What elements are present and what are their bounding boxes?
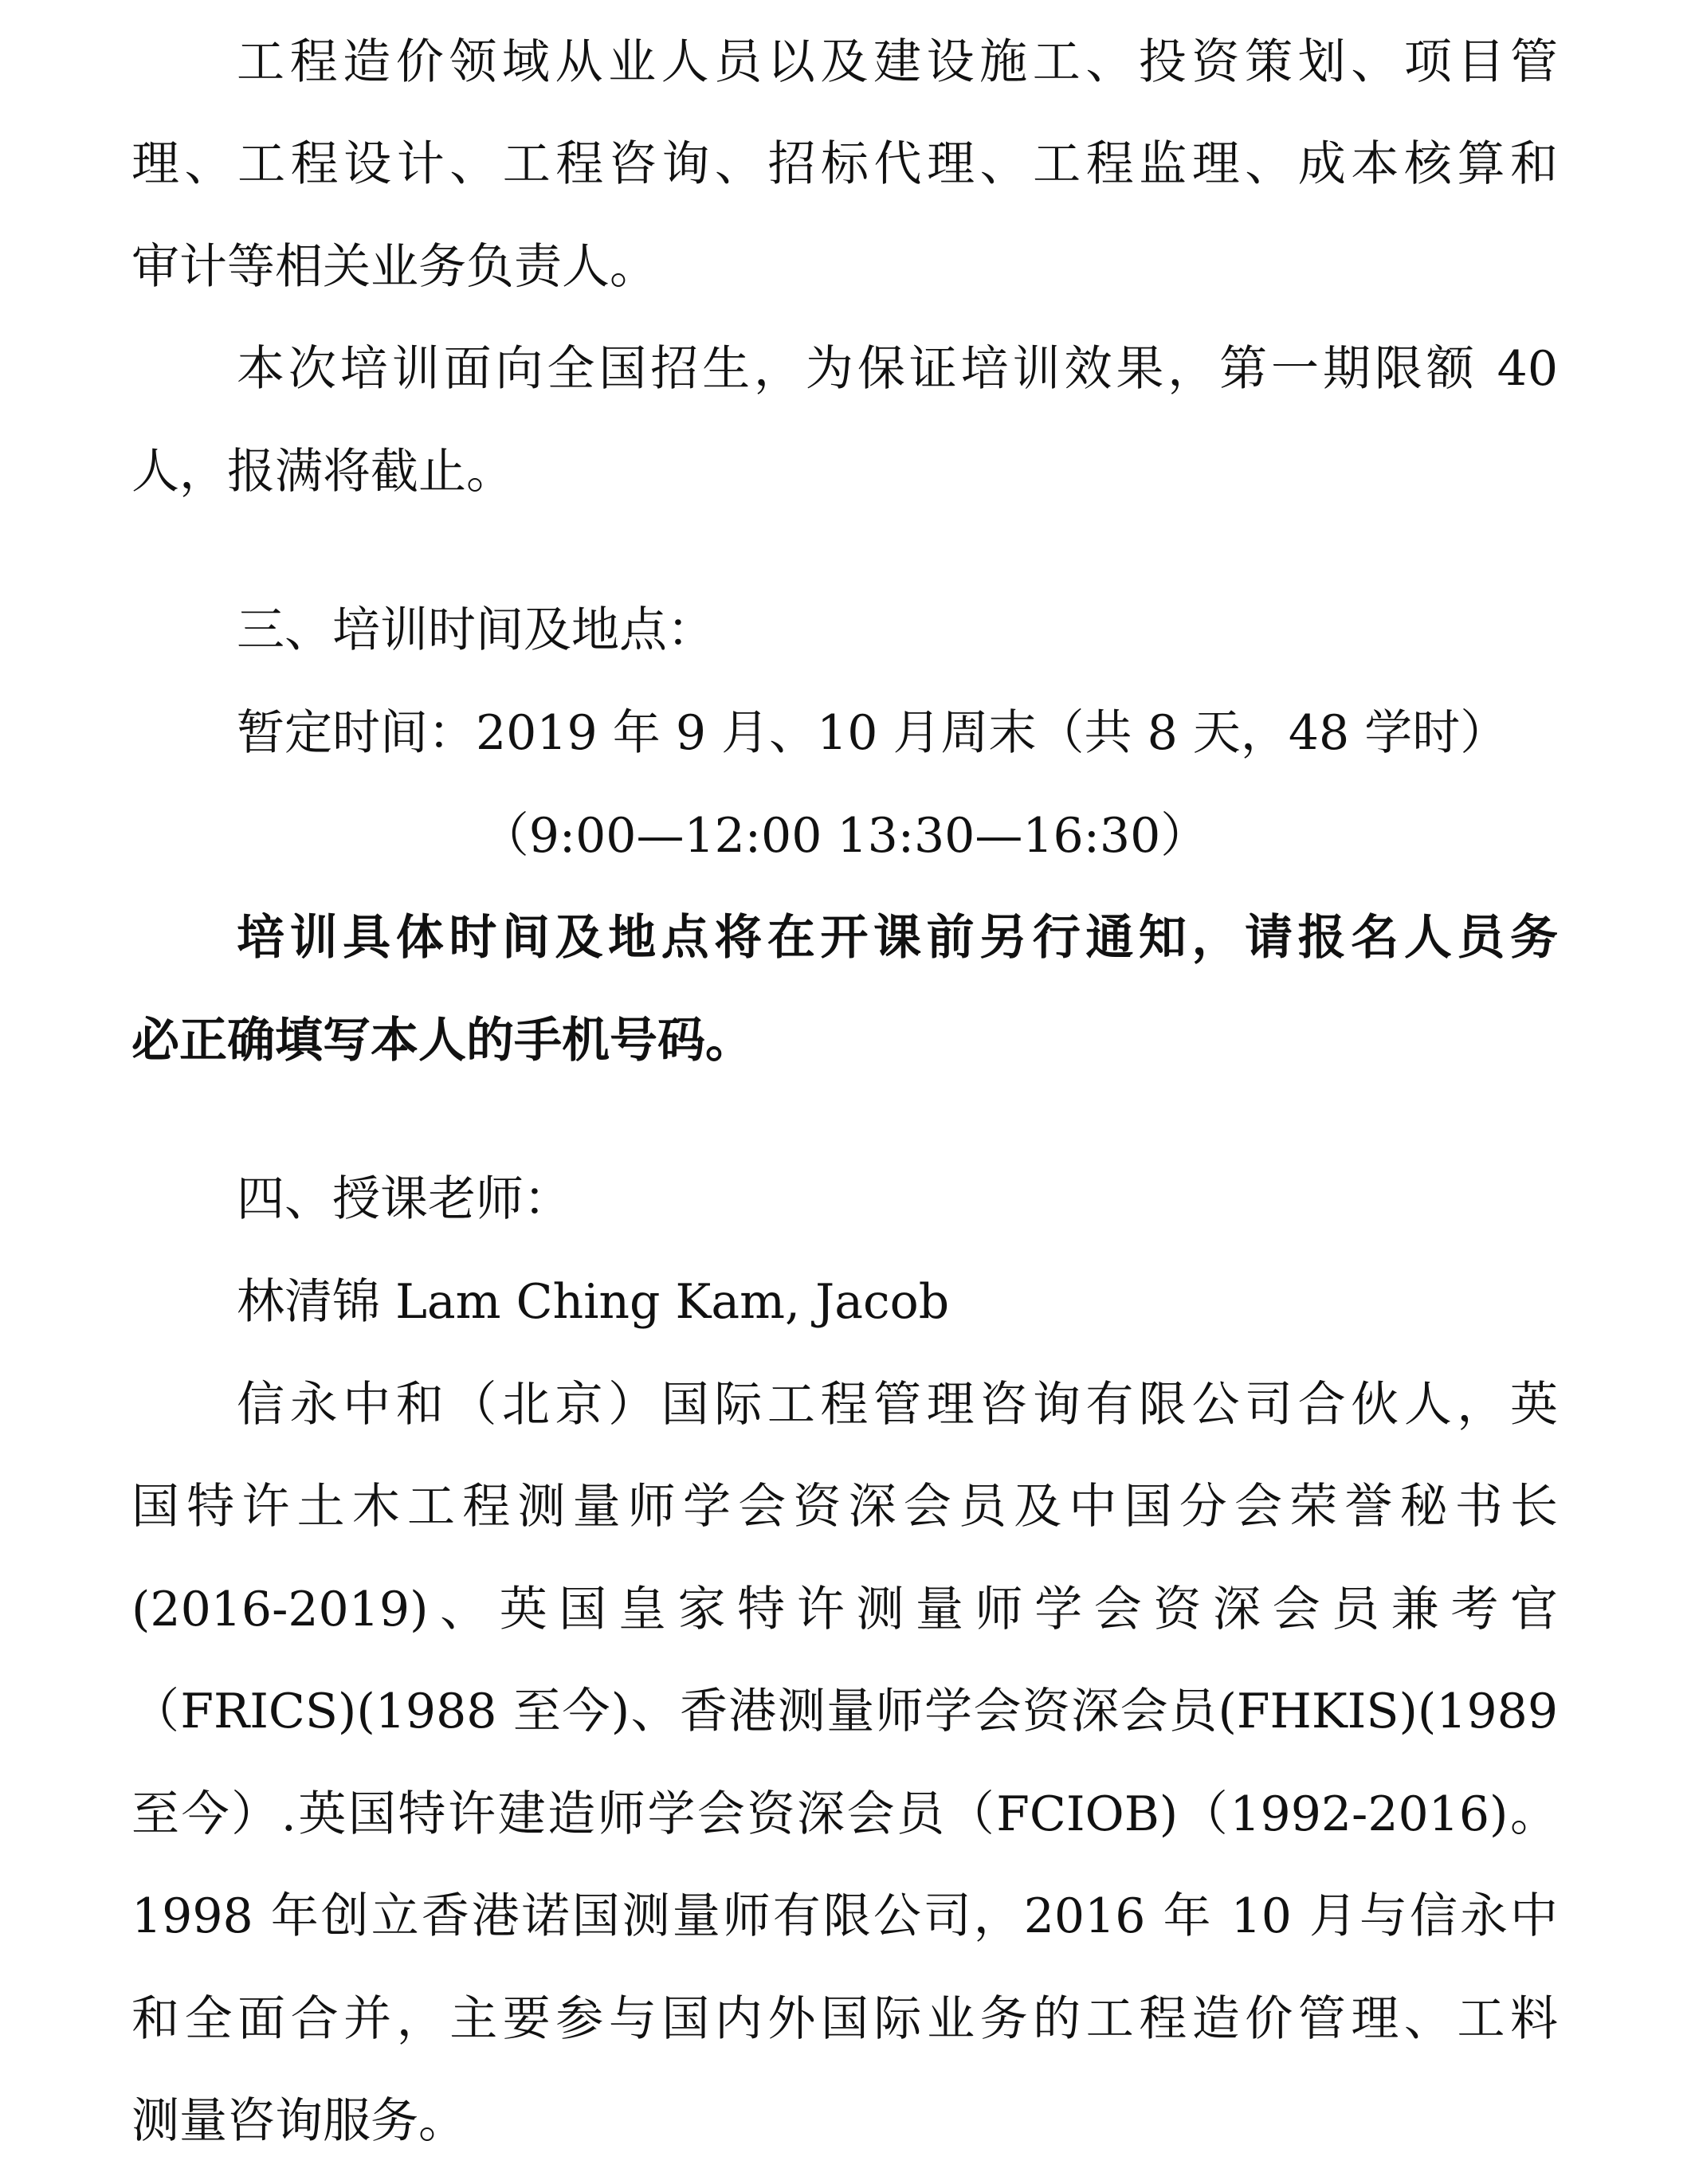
bio-line-1: 信永中和（北京）国际工程管理咨询有限公司合伙人，英 — [237, 1377, 1558, 1433]
enrollment-line-1: 本次培训面向全国招生，为保证培训效果，第一期限额 40 — [237, 341, 1558, 397]
section4-heading: 四、授课老师： — [237, 1171, 571, 1227]
audience-line-2: 理、工程设计、工程咨询、招标代理、工程监理、成本核算和 — [131, 136, 1558, 192]
enrollment-line-2: 人，报满将截止。 — [131, 444, 514, 500]
bio-line-6: 1998 年创立香港诺国测量师有限公司，2016 年 10 月与信永中 — [131, 1888, 1558, 1944]
bio-line-4: （FRICS)(1988 至今)、香港测量师学会资深会员(FHKIS)(1989 — [131, 1684, 1558, 1739]
document-page — [131, 0, 1558, 2184]
bio-line-3: (2016-2019)、英国皇家特许测量师学会资深会员兼考官 — [131, 1582, 1558, 1637]
bio-line-2: 国特许土木工程测量师学会资深会员及中国分会荣誉秘书长 — [131, 1479, 1558, 1535]
audience-line-1: 工程造价领域从业人员以及建设施工、投资策划、项目管 — [237, 34, 1558, 90]
bio-line-7: 和全面合并，主要参与国内外国际业务的工程造价管理、工料 — [131, 1991, 1558, 2047]
daily-hours: （9:00—12:00 13:30—16:30） — [481, 808, 1209, 864]
tentative-time: 暂定时间：2019 年 9 月、10 月周末（共 8 天，48 学时） — [237, 705, 1509, 761]
bio-line-5: 至今）.英国特许建造师学会资深会员（FCIOB)（1992-2016)。 — [131, 1786, 1558, 1842]
bio-line-8: 测量咨询服务。 — [131, 2093, 466, 2149]
section3-heading: 三、培训时间及地点： — [237, 602, 715, 658]
notice-line-2: 必正确填写本人的手机号码。 — [131, 1013, 753, 1068]
notice-line-1: 培训具体时间及地点将在开课前另行通知，请报名人员务 — [237, 910, 1558, 966]
teacher-name: 林清锦 Lam Ching Kam, Jacob — [237, 1274, 950, 1330]
audience-line-3: 审计等相关业务负责人。 — [131, 239, 657, 295]
